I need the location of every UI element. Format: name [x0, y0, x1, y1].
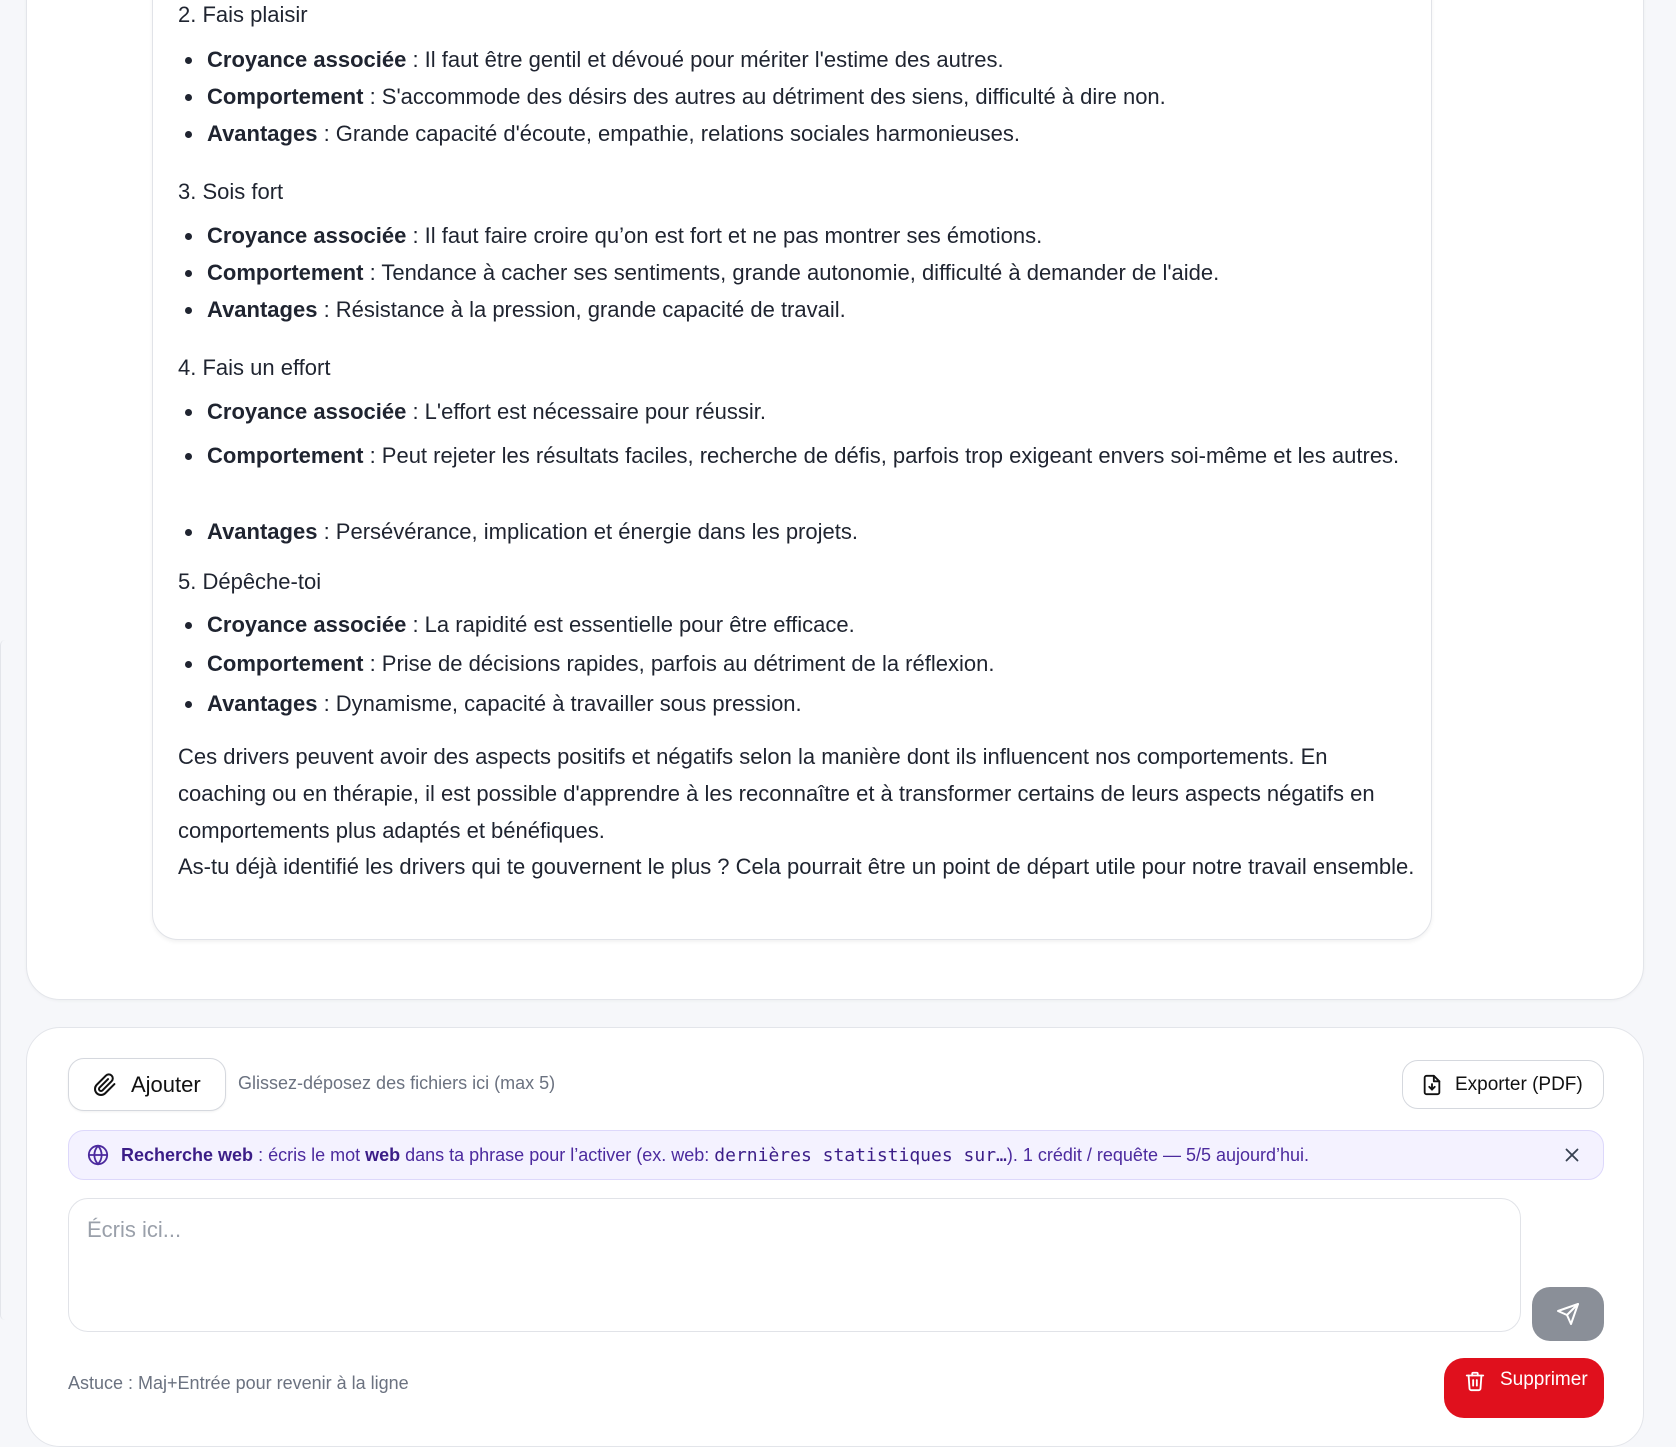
driver-heading: 2. Fais plaisir	[178, 2, 308, 27]
list-item: Comportement : Tendance à cacher ses sentiments, grande autonomie, difficulté à demander de l'aide.	[207, 254, 1407, 291]
send-icon	[1556, 1302, 1580, 1326]
web-search-banner	[68, 1130, 1604, 1180]
list-item: Comportement : S'accommode des désirs des autres au détriment des siens, difficulté à dire non.	[207, 78, 1407, 115]
list-item: Avantages : Grande capacité d'écoute, empathie, relations sociales harmonieuses.	[207, 115, 1407, 152]
add-attachment-label: Ajouter	[131, 1071, 201, 1097]
question-paragraph: As-tu déjà identifié les drivers qui te gouvernent le plus ? Cela pourrait être un point de départ utile pour notre travail ensemble.	[178, 854, 1415, 879]
delete-button[interactable]	[1444, 1358, 1604, 1418]
list-item: Avantages : Persévérance, implication et énergie dans les projets.	[207, 513, 1407, 550]
keyboard-tip: Astuce : Maj+Entrée pour revenir à la ligne	[68, 1373, 409, 1393]
delete-label: Supprimer	[1500, 1369, 1588, 1390]
driver-heading: 4. Fais un effort	[178, 355, 331, 380]
paperclip-icon	[93, 1073, 117, 1097]
web-search-text: Recherche web : écris le mot web dans ta phrase pour l’activer (ex. web: dernières statistiques sur…). 1 crédit / requête — 5/5 aujourd’hui.	[121, 1144, 1310, 1166]
close-icon[interactable]	[1561, 1144, 1583, 1166]
export-pdf-button[interactable]	[1402, 1060, 1604, 1109]
driver-heading: 3. Sois fort	[178, 179, 284, 204]
list-item: Avantages : Dynamisme, capacité à travailler sous pression.	[207, 685, 1407, 722]
export-pdf-label: Exporter (PDF)	[1455, 1073, 1583, 1095]
drop-hint: Glissez-déposez des fichiers ici (max 5)	[238, 1073, 556, 1093]
message-input[interactable]	[68, 1198, 1521, 1332]
driver-heading: 5. Dépêche-toi	[178, 569, 322, 594]
sidebar-edge	[0, 640, 5, 1320]
trash-icon	[1464, 1369, 1486, 1393]
list-item: Croyance associée : La rapidité est essentielle pour être efficace.	[207, 606, 1407, 643]
file-download-icon	[1421, 1074, 1443, 1096]
list-item: Comportement : Peut rejeter les résultats faciles, recherche de défis, parfois trop exigeant envers soi-même et les autres.	[207, 437, 1407, 474]
list-item: Avantages : Résistance à la pression, grande capacité de travail.	[207, 291, 1407, 328]
list-item: Croyance associée : L'effort est nécessaire pour réussir.	[207, 393, 1407, 430]
conclusion-paragraph: Ces drivers peuvent avoir des aspects positifs et négatifs selon la manière dont ils influencent nos comportements. En coaching ou en thérapie, il est possible d'apprendre à les reconnaître et à transformer certains de leurs aspects négatifs en comportements plus adaptés et bénéfiques.	[178, 744, 1375, 843]
send-button[interactable]	[1532, 1287, 1604, 1341]
list-item: Comportement : Prise de décisions rapides, parfois au détriment de la réflexion.	[207, 645, 1407, 682]
list-item: Croyance associée : Il faut faire croire qu’on est fort et ne pas montrer ses émotions.	[207, 217, 1407, 254]
globe-icon	[87, 1144, 109, 1166]
list-item: Croyance associée : Il faut être gentil et dévoué pour mériter l'estime des autres.	[207, 41, 1407, 78]
add-attachment-button[interactable]	[68, 1058, 226, 1111]
